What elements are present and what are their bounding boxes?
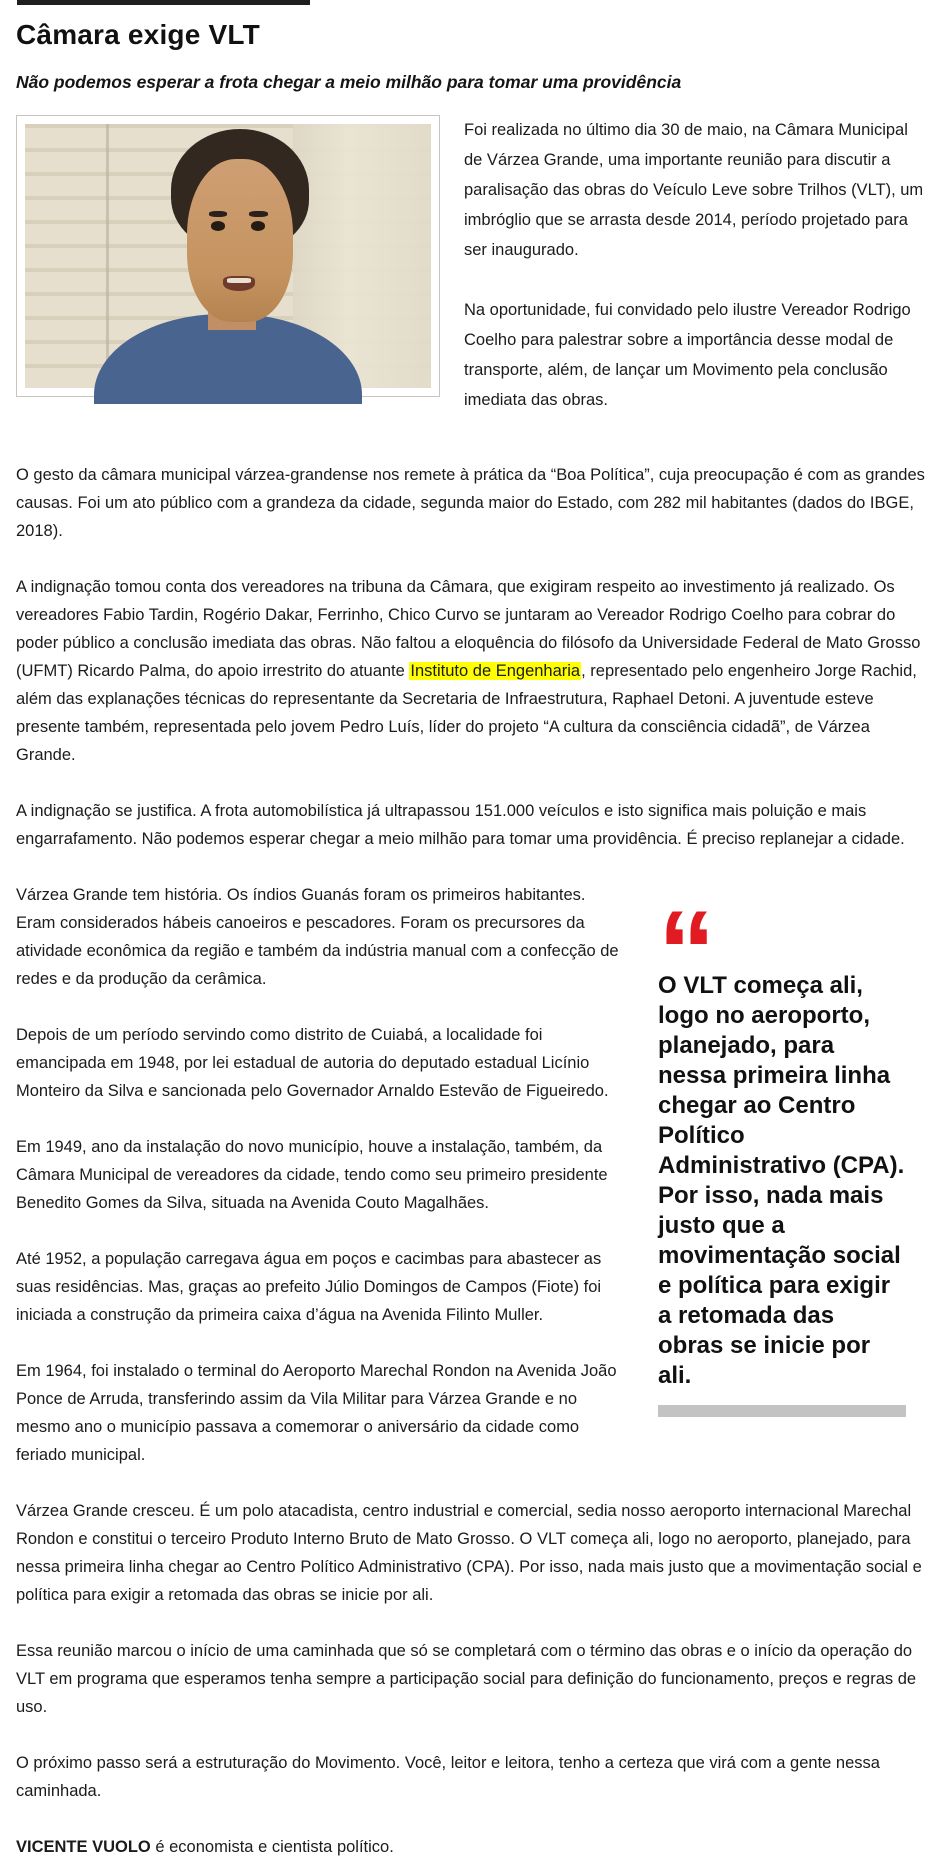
person-eye-right	[251, 221, 266, 231]
history-column	[16, 881, 622, 1469]
highlighted-text: Instituto de Engenharia	[410, 662, 581, 681]
author-description: é economista e cientista político.	[150, 1838, 394, 1857]
paragraph: Várzea Grande tem história. Os índios Guanás foram os primeiros habitantes. Eram considerados hábeis canoeiros e pescadores. Foram os precursores da atividade econômica da região e também da indústria manual com a confecção de redes e da produção da cerâmica.	[16, 886, 619, 989]
pull-quote-text: O VLT começa ali, logo no aeroporto, planejado, para nessa primeira linha chegar ao Centro Político Administrativo (CPA). Por isso, nada mais justo que a movimentação social e política para exigir a retomada das obras se inicie por ali.	[658, 972, 905, 1390]
article-subtitle: Não podemos esperar a frota chegar a meio milhão para tomar uma providência	[16, 72, 682, 93]
pull-quote	[658, 881, 906, 1469]
person-face	[187, 159, 293, 323]
paragraph: Foi realizada no último dia 30 de maio, na Câmara Municipal de Várzea Grande, uma importante reunião para discutir a paralisação das obras do Veículo Leve sobre Trilhos (VLT), um imbróglio que se arrasta desde 2014, período projetado para ser inaugurado.	[464, 121, 924, 260]
paragraph: Em 1949, ano da instalação do novo município, houve a instalação, também, da Câmara Municipal de vereadores da cidade, tendo como seu primeiro presidente Benedito Gomes da Silva, situada na Avenida Couto Magalhães.	[16, 1138, 608, 1213]
author-byline	[16, 1833, 928, 1861]
paragraph: Essa reunião marcou o início de uma caminhada que só se completará com o término das obras e o início da operação do VLT em programa que esperamos tenha sempre a participação social para definição do funcionamento, preços e regras de uso.	[16, 1642, 917, 1717]
paragraph: O gesto da câmara municipal várzea-grandense nos remete à prática da “Boa Política”, cuja preocupação é com as grandes causas. Foi um ato público com a grandeza da cidade, segunda maior do Estado, com 282 mil habitantes (dados do IBGE, 2018).	[16, 466, 925, 541]
paragraph-with-highlight	[16, 573, 928, 769]
paragraph: O próximo passo será a estruturação do Movimento. Você, leitor e leitora, tenho a certeza que virá com a gente nessa caminhada.	[16, 1754, 880, 1801]
paragraph: Até 1952, a população carregava água em poços e cacimbas para abastecer as suas residências. Mas, graças ao prefeito Júlio Domingos de Campos (Fiote) foi iniciada a construção da primeira caixa d’água na Avenida Filinto Muller.	[16, 1250, 602, 1325]
person-mouth	[223, 276, 255, 291]
person-teeth	[227, 278, 251, 284]
highlight-para-before: A indignação tomou conta dos vereadores na tribuna da Câmara, que exigiram respeito ao investimento já realizado. Os vereadores Fabio Tardin, Rogério Dakar, Ferrinho, Chico Curvo se juntaram ao Vereador Rodrigo Coelho para cobrar do poder público a conclusão imediata das obras. Não faltou a eloquência do filósofo da Universidade Federal de Mato Grosso (UFMT) Ricardo Palma, do apoio irrestrito do atuante	[16, 578, 921, 681]
top-edge-bar	[17, 0, 310, 5]
person-eye-left	[211, 221, 226, 231]
paragraph: Depois de um período servindo como distrito de Cuiabá, a localidade foi emancipada em 1948, por lei estadual de autoria do deputado estadual Licínio Monteiro da Silva e sancionada pelo Governador Arnaldo Estevão de Figueiredo.	[16, 1026, 609, 1101]
person-eyebrow-left	[209, 211, 228, 217]
photo-blinds-divider	[106, 124, 109, 388]
open-quote-icon: “	[658, 888, 712, 1017]
article-title: Câmara exige VLT	[16, 19, 260, 50]
paragraph: A indignação se justifica. A frota automobilística já ultrapassou 151.000 veículos e isto significa mais poluição e mais engarrafamento. Não podemos esperar chegar a meio milhão para tomar uma providência. É preciso replanejar a cidade.	[16, 802, 905, 849]
portrait-photo-canvas	[25, 124, 431, 388]
portrait-photo	[16, 115, 440, 397]
paragraph: Na oportunidade, fui convidado pelo ilustre Vereador Rodrigo Coelho para palestrar sobre a importância desse modal de transporte, além, de lançar um Movimento pela conclusão imediata das obras.	[464, 301, 911, 410]
intro-text-column	[440, 115, 928, 415]
pull-quote-underline-bar	[658, 1405, 906, 1417]
paragraph: Em 1964, foi instalado o terminal do Aeroporto Marechal Rondon na Avenida João Ponce de Arruda, transferindo assim da Vila Militar para Várzea Grande e no mesmo ano o município passava a comemorar o aniversário da cidade como feriado municipal.	[16, 1362, 617, 1465]
paragraph: Várzea Grande cresceu. É um polo atacadista, centro industrial e comercial, sedia nosso aeroporto internacional Marechal Rondon e constitui o terceiro Produto Interno Bruto de Mato Grosso. O VLT começa ali, logo no aeroporto, planejado, para nessa primeira linha chegar ao Centro Político Administrativo (CPA). Por isso, nada mais justo que a movimentação social e política para exigir a retomada das obras se inicie por ali.	[16, 1502, 922, 1605]
author-name: VICENTE VUOLO	[16, 1838, 151, 1857]
highlight-para-after: , representado pelo engenheiro Jorge Rachid, além das explanações técnicas do representante da Secretaria de Infraestrutura, Raphael Detoni. A juventude esteve presente também, representada pelo jovem Pedro Luís, líder do projeto “A cultura da consciência cidadã”, de Várzea Grande.	[16, 662, 917, 765]
history-and-quote-section	[16, 881, 928, 1469]
person-eyebrow-right	[249, 211, 268, 217]
intro-section	[16, 115, 928, 415]
